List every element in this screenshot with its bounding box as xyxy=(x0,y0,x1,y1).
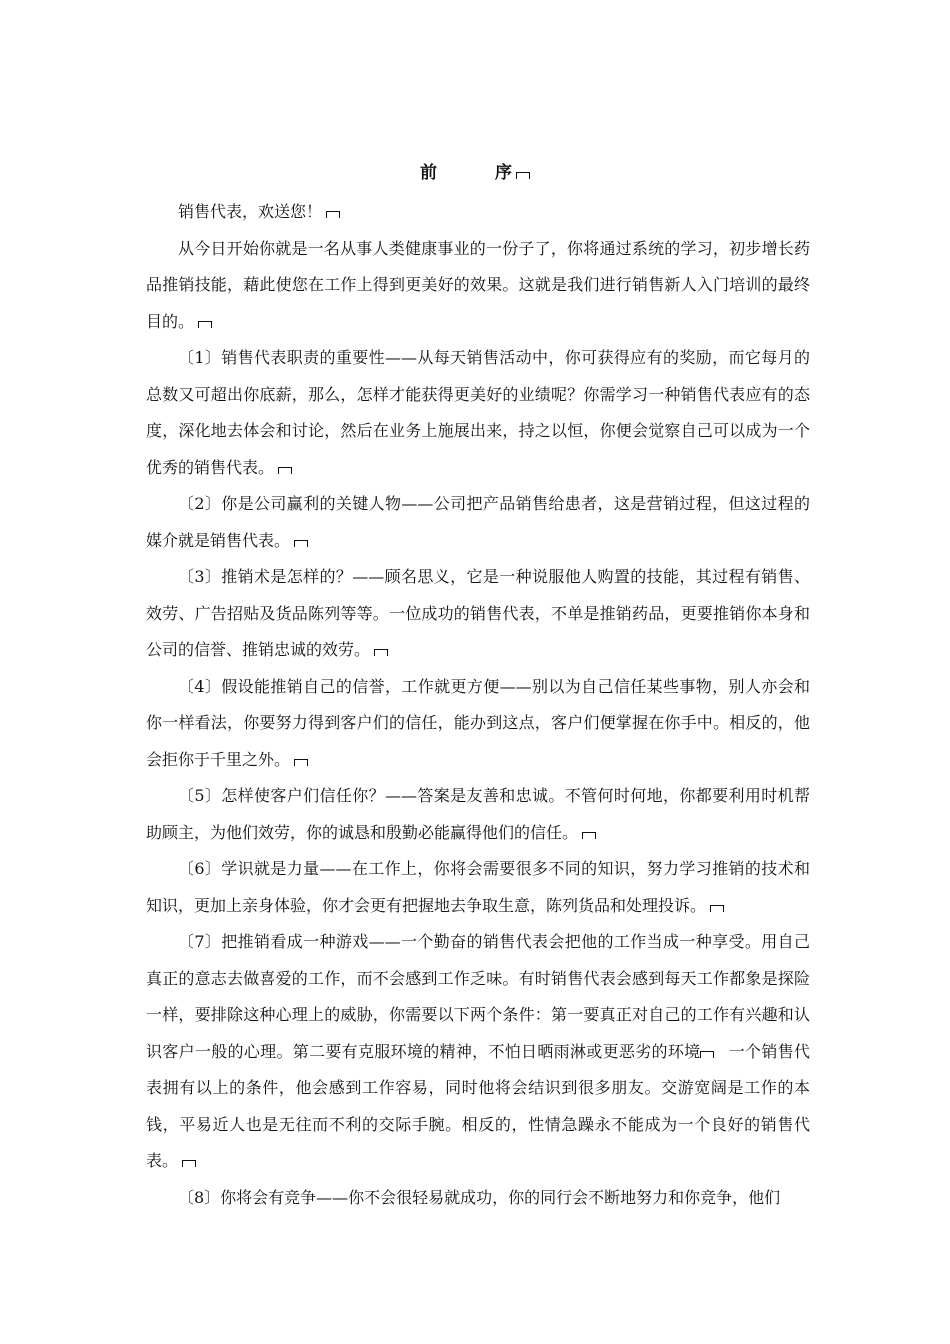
paragraph-item-2: 〔2〕你是公司赢利的关键人物——公司把产品销售给患者，这是营销过程，但这过程的媒介就是销售代表。 xyxy=(146,494,810,550)
paragraph-mark-icon xyxy=(294,759,308,766)
title-char-1: 前 xyxy=(420,163,437,183)
paragraph-mark-icon xyxy=(198,321,212,328)
paragraph-item-5: 〔5〕怎样使客户们信任你？——答案是友善和忠诚。不管何时何地，你都要利用时机帮助顾主，为他们效劳，你的诚恳和殷勤必能赢得他们的信任。 xyxy=(146,786,810,842)
paragraph-mark-icon xyxy=(700,1051,714,1058)
paragraph-mark-icon xyxy=(182,1160,196,1167)
paragraph-item-6: 〔6〕学识就是力量——在工作上，你将会需要很多不同的知识，努力学习推销的技术和知识，更加上亲身体验，你才会更有把握地去争取生意，陈列货品和处理投诉。 xyxy=(146,859,810,915)
paragraph-item-3: 〔3〕推销术是怎样的？——顾名思义，它是一种说服他人购置的技能，其过程有销售、效劳、广告招贴及货品陈列等等。一位成功的销售代表，不单是推销药品，更要推销你本身和公司的信誉、推销忠诚的效劳。 xyxy=(146,567,810,659)
title-char-2: 序 xyxy=(495,163,512,183)
paragraph-item-4: 〔4〕假设能推销自己的信誉，工作就更方便——别以为自己信任某些事物，别人亦会和你一样看法，你要努力得到客户们的信任，能办到这点，客户们便掌握在你手中。相反的，他会拒你于千里之外。 xyxy=(146,676,810,769)
paragraph-mark-icon xyxy=(710,905,724,912)
paragraph-mark-icon xyxy=(326,211,340,218)
paragraph-mark-icon xyxy=(516,172,530,179)
paragraph-item-8: 〔8〕你将会有竞争——你不会很轻易就成功，你的同行会不断地努力和你竞争，他们 xyxy=(178,1187,781,1207)
paragraph-item-1: 〔1〕销售代表职责的重要性——从每天销售活动中，你可获得应有的奖励，而它每月的总数又可超出你底薪，那么，怎样才能获得更美好的业绩呢？你需学习一种销售代表应有的态度，深化地去体会和讨论，然后在业务上施展出来，持之以恒，你便会觉察自己可以成为一个优秀的销售代表。 xyxy=(146,348,810,477)
paragraph-mark-icon xyxy=(374,649,388,656)
paragraph-mark-icon xyxy=(582,832,596,839)
paragraph-mark-icon xyxy=(278,467,292,474)
paragraph-intro: 从今日开始你就是一名从事人类健康事业的一份子了，你将通过系统的学习，初步增长药品推销技能，藉此使您在工作上得到更美好的效果。这就是我们进行销售新人入门培训的最终目的。 xyxy=(146,238,810,331)
paragraph-mark-icon xyxy=(294,540,308,547)
page-title xyxy=(0,158,950,188)
paragraph-greeting: 销售代表，欢送您！ xyxy=(146,194,810,231)
document-body xyxy=(146,194,810,1216)
paragraph-item-7: 〔7〕把推销看成一种游戏——一个勤奋的销售代表会把他的工作当成一种享受。用自己真正的意志去做喜爱的工作，而不会感到工作乏味。有时销售代表会感到每天工作都象是探险一样，要排除这种心理上的威胁，你需要以下两个条件：第一要真正对自己的工作有兴趣和认识客户一般的心理。第二要有克服环境的精神，不怕日晒雨淋或更恶劣的环境 一个销售代表拥有以上的条件，他会感到工作容易，同时他将会结识到很多朋友。交游宽阔是工作的本钱，平易近人也是无往而不利的交际手腕。相反的，性情急躁永不能成为一个良好的销售代表。 xyxy=(146,932,810,1170)
